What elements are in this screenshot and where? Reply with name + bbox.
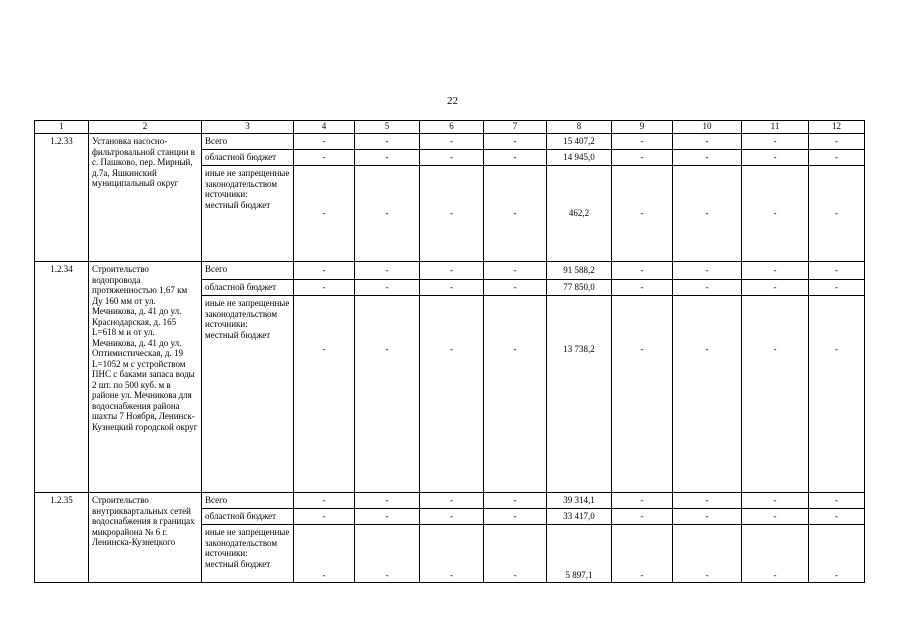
header-cell: 8 (547, 121, 612, 134)
source-label: Всего (202, 262, 294, 280)
value-cell: - (742, 262, 809, 280)
header-cell: 10 (673, 121, 742, 134)
value-cell: - (294, 262, 355, 280)
value-cell: - (420, 509, 484, 525)
value-cell: - (294, 150, 355, 166)
row-code: 1.2.34 (35, 262, 89, 493)
value-cell: - (809, 166, 865, 262)
value-cell: - (420, 166, 484, 262)
value-cell: 462,2 (547, 166, 612, 262)
value-cell: - (809, 493, 865, 509)
value-cell: - (484, 150, 547, 166)
source-label-bottom: местный бюджет (205, 558, 271, 569)
budget-table (34, 120, 865, 583)
value-cell: - (742, 166, 809, 262)
row-code: 1.2.35 (35, 493, 89, 583)
value-cell: - (420, 525, 484, 583)
row-name: Установка насосно-фильтровальной станции в с. Пашково, пер. Мирный, д.7а, Яшкинский муниципальный округ (89, 134, 202, 262)
value-cell: 15 407,2 (547, 134, 612, 150)
value-cell: - (612, 166, 673, 262)
value-cell: - (420, 493, 484, 509)
value-cell: - (355, 525, 420, 583)
value-cell: - (484, 525, 547, 583)
table-row (35, 134, 865, 150)
source-label-top: иные не запрещенные законодательством источники: (205, 168, 290, 199)
source-label-bottom: местный бюджет (205, 199, 271, 210)
value-cell: - (484, 493, 547, 509)
source-label (202, 525, 294, 583)
value-cell: - (294, 280, 355, 296)
value-cell: - (612, 509, 673, 525)
value-cell: - (420, 262, 484, 280)
value-cell: - (294, 509, 355, 525)
value-cell: - (484, 296, 547, 493)
value-cell: - (673, 150, 742, 166)
value-cell: - (294, 134, 355, 150)
value-cell: - (484, 134, 547, 150)
value-cell: - (612, 525, 673, 583)
value-cell: - (742, 509, 809, 525)
value-cell: - (484, 509, 547, 525)
value-cell: - (355, 296, 420, 493)
source-label-bottom: местный бюджет (205, 329, 271, 340)
header-cell: 6 (420, 121, 484, 134)
source-label: Всего (202, 493, 294, 509)
row-name: Строительство водопровода протяженностью 1,67 км Ду 160 мм от ул. Мечникова, д. 41 до ул. Краснодарская, д. 165 L=618 м и от ул. Мечникова, д. 41 до ул. Оптимистическая, д. 19 L=1052 м с устройством ПНС с баками запаса воды 2 шт. по 500 куб. м в районе ул. Мечникова для водоснабжения района шахты 7 Ноября, Ленинск-Кузнецкий городской округ (89, 262, 202, 493)
value-cell: - (809, 134, 865, 150)
header-cell: 9 (612, 121, 673, 134)
value-cell: 33 417,0 (547, 509, 612, 525)
header-cell: 5 (355, 121, 420, 134)
value-cell: - (484, 166, 547, 262)
value-cell: - (612, 493, 673, 509)
value-cell: - (809, 262, 865, 280)
value-cell: - (294, 296, 355, 493)
value-cell: - (355, 509, 420, 525)
source-label (202, 296, 294, 493)
value-cell: - (673, 134, 742, 150)
value-cell: 91 588,2 (547, 262, 612, 280)
value-cell: - (355, 280, 420, 296)
value-cell: - (673, 280, 742, 296)
header-cell: 3 (202, 121, 294, 134)
value-cell: - (355, 166, 420, 262)
value-cell: - (673, 509, 742, 525)
table-row (35, 262, 865, 280)
value-cell: 5 897,1 (547, 525, 612, 583)
value-cell: - (355, 150, 420, 166)
source-label-top: иные не запрещенные законодательством источники: (205, 527, 290, 558)
header-cell: 2 (89, 121, 202, 134)
value-cell: - (742, 150, 809, 166)
value-cell: - (420, 280, 484, 296)
value-cell: - (484, 262, 547, 280)
header-cell: 11 (742, 121, 809, 134)
source-label: областной бюджет (202, 509, 294, 525)
value-cell: - (420, 134, 484, 150)
value-cell: - (673, 166, 742, 262)
value-cell: 14 945,0 (547, 150, 612, 166)
value-cell: - (484, 280, 547, 296)
value-cell: - (355, 134, 420, 150)
row-name: Строительство внутриквартальных сетей водоснабжения в границах микрорайона № 6 г. Ленинска-Кузнецкого (89, 493, 202, 583)
source-label: областной бюджет (202, 150, 294, 166)
source-label (202, 166, 294, 262)
value-cell: - (612, 262, 673, 280)
page-number: 22 (447, 95, 458, 107)
value-cell: - (742, 296, 809, 493)
value-cell: - (809, 509, 865, 525)
table-row (35, 493, 865, 509)
value-cell: 13 738,2 (547, 296, 612, 493)
value-cell: - (809, 280, 865, 296)
value-cell: - (420, 296, 484, 493)
source-label-top: иные не запрещенные законодательством источники: (205, 298, 290, 329)
row-code: 1.2.33 (35, 134, 89, 262)
value-cell: - (673, 493, 742, 509)
header-cell: 12 (809, 121, 865, 134)
value-cell: - (809, 525, 865, 583)
value-cell: - (742, 493, 809, 509)
header-cell: 7 (484, 121, 547, 134)
source-label: областной бюджет (202, 280, 294, 296)
value-cell: - (673, 262, 742, 280)
value-cell: - (809, 150, 865, 166)
header-row (35, 121, 865, 134)
value-cell: - (742, 134, 809, 150)
source-label: Всего (202, 134, 294, 150)
value-cell: - (673, 525, 742, 583)
value-cell: - (809, 296, 865, 493)
header-cell: 1 (35, 121, 89, 134)
value-cell: - (673, 296, 742, 493)
value-cell: - (742, 525, 809, 583)
value-cell: - (612, 134, 673, 150)
value-cell: 77 850,0 (547, 280, 612, 296)
value-cell: - (420, 150, 484, 166)
header-cell: 4 (294, 121, 355, 134)
value-cell: - (742, 280, 809, 296)
value-cell: - (355, 493, 420, 509)
value-cell: 39 314,1 (547, 493, 612, 509)
value-cell: - (294, 493, 355, 509)
value-cell: - (294, 525, 355, 583)
value-cell: - (294, 166, 355, 262)
value-cell: - (612, 296, 673, 493)
value-cell: - (612, 150, 673, 166)
value-cell: - (355, 262, 420, 280)
value-cell: - (612, 280, 673, 296)
